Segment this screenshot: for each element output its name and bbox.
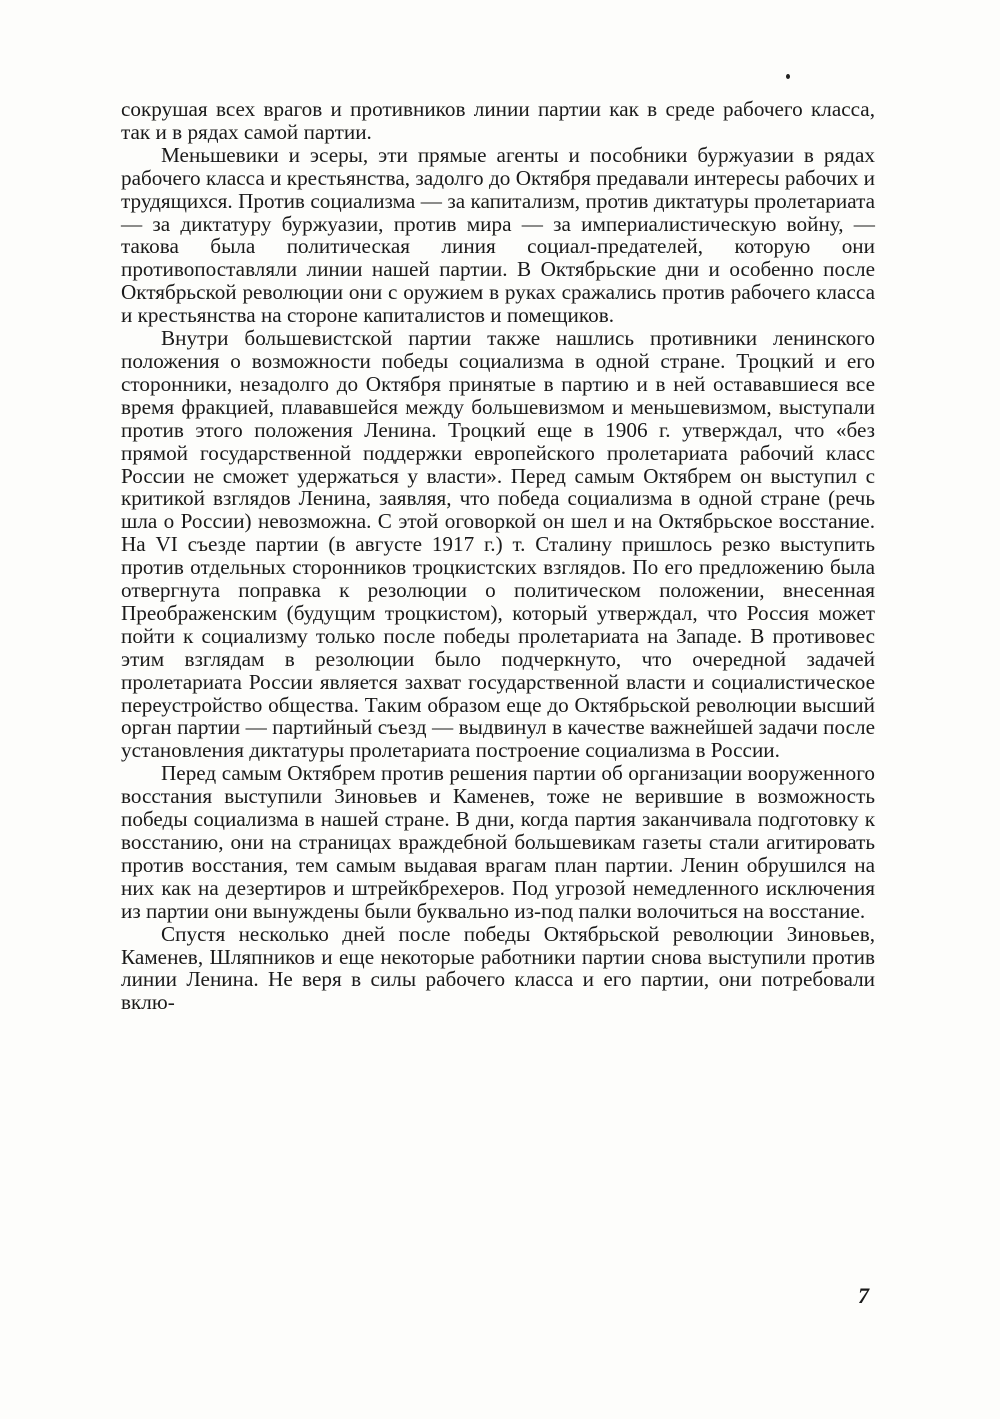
paragraph-mensheviks: Меньшевики и эсеры, эти прямые агенты и пособники буржуазии в рядах рабочего класса и крестьянства, задолго до Октября предавали интересы рабочих и трудящихся. Против социализма — за капитализм, против диктатуры пролетариата — за диктатуру буржуазии, против мира — за империалистическую войну, — такова была политическая линия социал-предателей, которую они противопоставляли линии нашей партии. В Октябрьские дни и особенно после Октябрьской революции они с оружием в руках сражались против рабочего класса и крестьянства на стороне капиталистов и помещиков. [121, 142, 875, 328]
paragraph-zinoviev-kamenev: Перед самым Октябрем против решения партии об организации вооруженного восстания выступили Зиновьев и Каменев, тоже не верившие в возможность победы социализма в нашей стране. В дни, когда партия заканчивала подготовку к восстанию, они на страницах враждебной большевикам газеты стали агитировать против восстания, тем самым выдавая врагам план партии. Ленин обрушился на них как на дезертиров и штрейкбрехеров. Под угрозой немедленного исключения из партии они вынуждены были буквально из-под палки волочиться на восстание. [121, 761, 875, 923]
paragraph-continuation: сокрушая всех врагов и противников линии партии как в среде рабочего класса, так и в рядах самой партии. [121, 97, 875, 144]
paragraph-after-revolution: Спустя несколько дней после победы Октябрьской революции Зиновьев, Каменев, Шляпников и еще некоторые работники партии снова выступили против линии Ленина. Не веря в силы рабочего класса и его партии, они потребовали вклю- [121, 921, 875, 1015]
paragraph-trotsky: Внутри большевистской партии также нашлись противники ленинского положения о возможности победы социализма в одной стране. Троцкий и его сторонники, незадолго до Октября принятые в партию и в ней остававшиеся все время фракцией, плававшейся между большевизмом и меньшевизмом, выступали против этого положения Ленина. Троцкий еще в 1906 г. утверждал, что «без прямой государственной поддержки европейского пролетариата рабочий класс России не сможет удержаться у власти». Перед самым Октябрем он выступил с критикой взглядов Ленина, заявляя, что победа социализма в одной стране (речь шла о России) невозможна. С этой оговоркой он шел и на Октябрьское восстание. На VI съезде партии (в августе 1917 г.) т. Сталину пришлось резко выступить против отдельных сторонников троцкистских взглядов. По его предложению была отвергнута поправка к резолюции о политическом положении, внесенная Преображенским (будущим троцкистом), который утверждал, что Россия может пойти к социализму только после победы пролетариата на Западе. В противовес этим взглядам в резолюции было подчеркнуто, что очередной задачей пролетариата России является захват государственной власти и социалистическое переустройство общества. Таким образом еще до Октябрьской революции высший орган партии — партийный съезд — выдвинул в качестве важнейшей задачи после установления диктатуры пролетариата построение социализма в России. [121, 326, 875, 763]
print-speck [786, 74, 790, 79]
page-number: 7 [858, 1283, 869, 1308]
page-body-text [121, 98, 875, 1014]
